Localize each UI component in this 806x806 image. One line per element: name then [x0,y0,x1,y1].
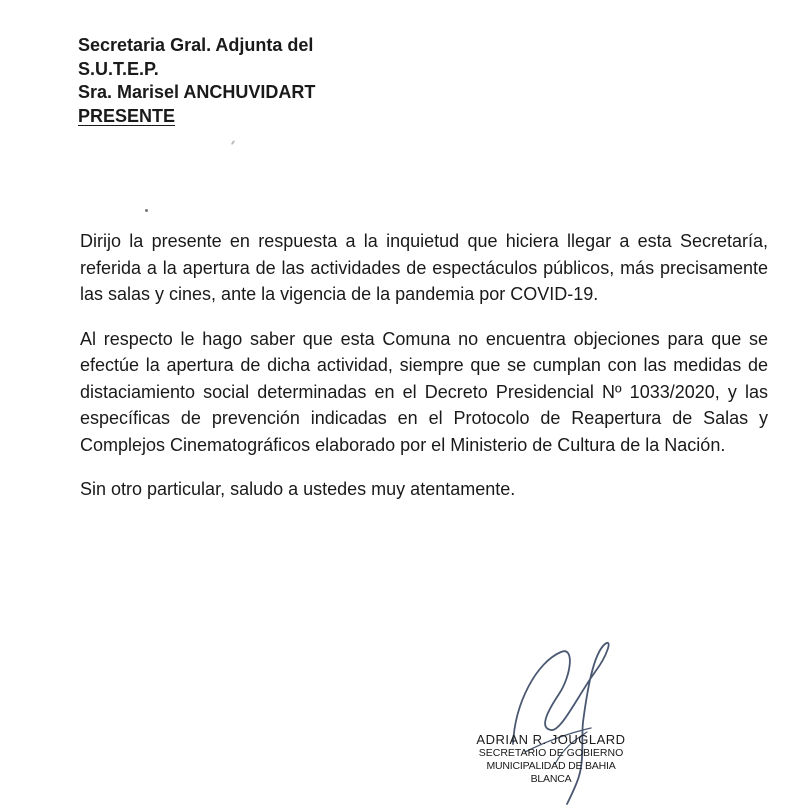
paragraph-request: Dirijo la presente en respuesta a la inquietud que hiciera llegar a esta Secretaría, referida a la apertura de las actividades de espectáculos públicos, más precisamente las salas y cines, ante la vigencia de la pandemia por COVID-19. [80,231,768,304]
letter-body [80,228,768,521]
signatory-role: SECRETARIO DE GOBIERNO [478,747,624,759]
paragraph-closing: Sin otro particular, saludo a ustedes muy atentamente. [80,479,516,499]
paper-speck [145,209,148,212]
signatory-name: ADRIAN R. JOUGLARD [476,732,626,747]
signature-block [466,732,636,786]
addressee-block [78,34,315,128]
paragraph-response: Al respecto le hago saber que esta Comuna no encuentra objeciones para que se efectúe la apertura de dicha actividad, siempre que se cumplan con las medidas de distaciamiento social determinadas en el Decreto Presidencial Nº 1033/2020, y las específicas de prevención indicadas en el Protocolo de Reapertura de Salas y Complejos Cinematográficos elaborado por el Ministerio de Cultura de la Nación. [80,328,768,455]
paper-mark [231,140,236,145]
addressee-line-title: Secretaria Gral. Adjunta del [78,35,314,55]
addressee-line-name: Sra. Marisel ANCHUVIDART [78,82,316,102]
addressee-line-union: S.U.T.E.P. [78,58,159,79]
addressee-presente: PRESENTE [78,105,176,126]
signatory-organization: MUNICIPALIDAD DE BAHIA BLANCA [486,760,616,785]
